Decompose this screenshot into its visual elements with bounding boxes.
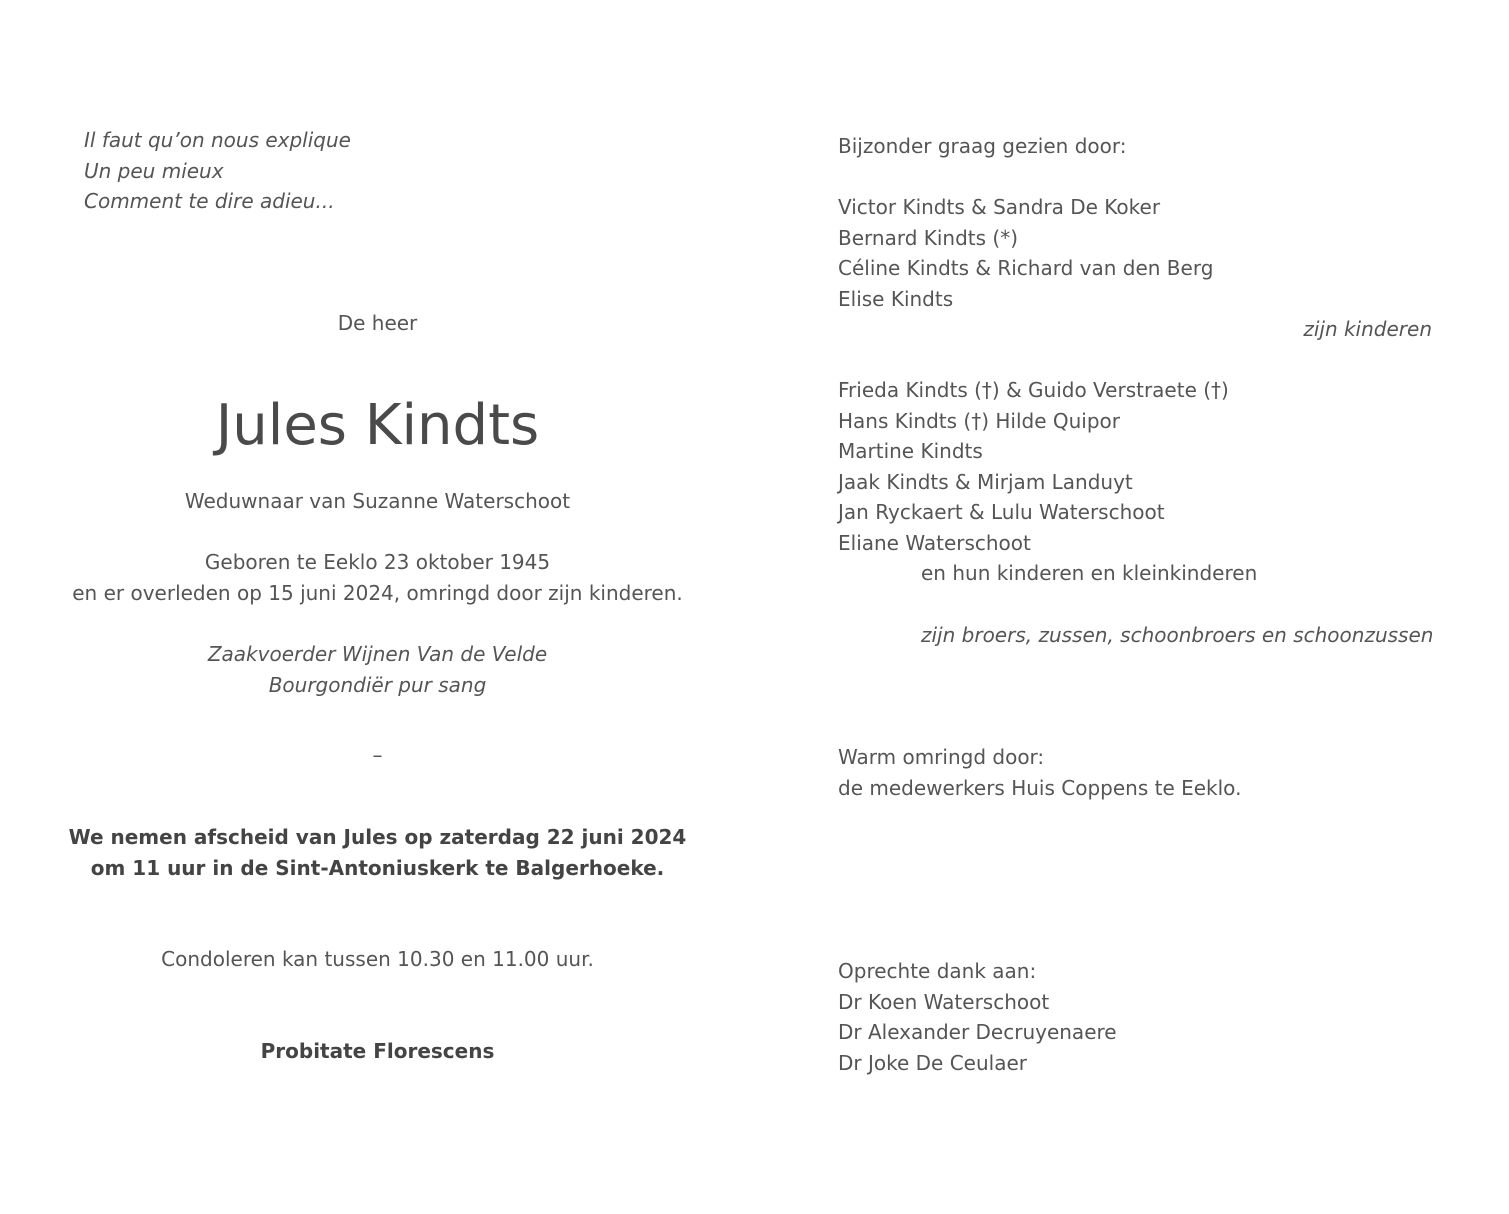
list-item: Victor Kindts & Sandra De Koker xyxy=(838,195,1161,219)
occupation-line: Zaakvoerder Wijnen Van de Velde xyxy=(207,642,548,666)
separator-dash: – xyxy=(372,743,383,767)
poem-line: Il faut qu’on nous explique xyxy=(84,128,351,152)
list-item: Dr Koen Waterschoot xyxy=(838,989,1050,1014)
thanks-block xyxy=(838,956,1432,1078)
character-line: Bourgondiër pur sang xyxy=(268,673,487,697)
list-item: Frieda Kindts (†) & Guido Verstraete (†) xyxy=(838,378,1229,402)
list-item: Jan Ryckaert & Lulu Waterschoot xyxy=(838,500,1165,524)
list-item: Eliane Waterschoot xyxy=(838,530,1031,555)
poem xyxy=(84,125,351,217)
list-item: Dr Joke De Ceulaer xyxy=(838,1050,1027,1075)
list-item: Elise Kindts xyxy=(838,286,954,311)
care-line-1: Warm omringd door: xyxy=(838,745,1045,769)
thanks-intro: Oprechte dank aan: xyxy=(838,959,1037,983)
list-item: Dr Alexander Decruyenaere xyxy=(838,1020,1117,1044)
list-item: Jaak Kindts & Mirjam Landuyt xyxy=(838,469,1133,494)
death-line: en er overleden op 15 juni 2024, omringd door zijn kinderen. xyxy=(72,581,683,605)
birth-line: Geboren te Eeklo 23 oktober 1945 xyxy=(204,550,551,574)
siblings-label: zijn broers, zussen, schoonbroers en schoonzussen xyxy=(921,623,1434,647)
list-item: Martine Kindts xyxy=(838,439,983,463)
list-item: Céline Kindts & Richard van den Berg xyxy=(838,256,1214,280)
siblings-descendants: en hun kinderen en kleinkinderen xyxy=(921,561,1258,585)
widower-line: Weduwnaar van Suzanne Waterschoot xyxy=(184,489,571,513)
siblings-list xyxy=(838,375,1432,589)
poem-line: Un peu mieux xyxy=(84,158,224,183)
children-list xyxy=(838,192,1432,345)
list-item: Hans Kindts (†) Hilde Quipor xyxy=(838,408,1121,433)
poem-line: Comment te dire adieu... xyxy=(84,189,335,213)
care-line-2: de medewerkers Huis Coppens te Eeklo. xyxy=(838,775,1242,800)
care-block xyxy=(838,742,1432,803)
farewell-line-2: om 11 uur in de Sint-Antoniuskerk te Balgerhoeke. xyxy=(90,856,665,880)
farewell-line-1: We nemen afscheid van Jules op zaterdag 22 juni 2024 xyxy=(68,825,687,849)
deceased-name: Jules Kindts xyxy=(215,393,540,458)
list-item: Bernard Kindts (*) xyxy=(838,225,1019,250)
right-column xyxy=(838,0,1432,1214)
family-motto: Probitate Florescens xyxy=(260,1039,495,1063)
family-intro: Bijzonder graag gezien door: xyxy=(838,134,1127,158)
children-label: zijn kinderen xyxy=(1303,317,1432,341)
condolence-line: Condoleren kan tussen 10.30 en 11.00 uur. xyxy=(161,947,594,971)
honorific: De heer xyxy=(337,311,418,335)
